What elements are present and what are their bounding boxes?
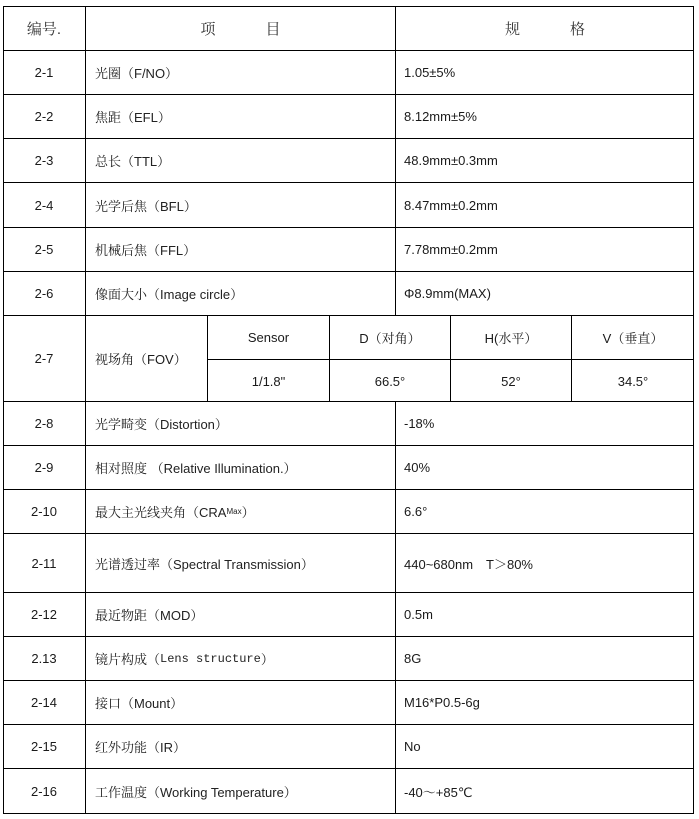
fov-value-horizontal: 52° (451, 359, 572, 402)
table-row (3, 227, 694, 271)
row-no: 2-6 (3, 272, 86, 315)
row-no: 2-7 (3, 316, 86, 401)
row-spec: 440~680nm T＞80% (404, 556, 533, 572)
fov-header-horizontal: H(水平） (451, 316, 572, 359)
row-no: 2-12 (3, 593, 86, 636)
row-item: 光圈（F/NO） (86, 51, 396, 94)
row-item: 最近物距（MOD） (86, 593, 396, 636)
table-row (3, 680, 694, 724)
row-spec: 8.47mm±0.2mm (404, 197, 498, 213)
row-spec: 6.6° (404, 504, 428, 519)
row-item: 工作温度（Working Temperature） (86, 769, 396, 814)
row-no: 2-5 (3, 228, 86, 271)
row-item: 最大主光线夹角（CRA Max ） (86, 490, 396, 533)
fov-value-sensor: 1/1.8" (208, 359, 330, 402)
row-spec: -18% (404, 416, 435, 431)
row-no: 2-3 (3, 139, 86, 182)
row-spec: 48.9mm±0.3mm (404, 153, 498, 168)
table-row (3, 401, 694, 445)
table-row-fov (3, 315, 694, 401)
row-spec: M16*P0.5-6g (404, 695, 480, 710)
fov-subtable (208, 316, 694, 401)
row-item: 像面大小（Image circle） (86, 272, 396, 315)
row-item: 镜片构成（ Lens structure ） (86, 637, 396, 680)
row-no: 2-11 (3, 534, 86, 592)
row-item: 红外功能（IR） (86, 725, 396, 768)
row-spec: 8.12mm±5% (404, 109, 477, 124)
table-row (3, 533, 694, 592)
fov-header-diagonal: D（对角） (330, 316, 451, 359)
row-no: 2-9 (3, 446, 86, 489)
table-row (3, 445, 694, 489)
table-row (3, 636, 694, 680)
row-spec: Φ8.9mm(MAX) (404, 286, 491, 301)
row-no: 2-15 (3, 725, 86, 768)
row-item: 机械后焦（FFL） (86, 228, 396, 271)
row-spec: -40～+85℃ (404, 785, 473, 800)
table-row (3, 724, 694, 768)
row-item: 光谱透过率（Spectral Transmission） (86, 534, 396, 592)
table-row (3, 768, 694, 814)
row-item: 光学后焦（BFL） (86, 183, 396, 227)
table-row (3, 271, 694, 315)
row-spec: 7.78mm±0.2mm (404, 242, 498, 257)
table-row (3, 94, 694, 138)
table-row (3, 138, 694, 182)
row-no: 2.13 (3, 637, 86, 680)
table-row (3, 50, 694, 94)
fov-header-vertical: V（垂直） (602, 331, 664, 346)
row-item: 光学畸变（Distortion） (86, 402, 396, 445)
row-no: 2-16 (3, 769, 86, 814)
row-item: 视场角（FOV） (86, 316, 208, 401)
row-spec: 1.05±5% (404, 65, 456, 80)
row-item: 相对照度 （Relative Illumination.） (86, 446, 396, 489)
fov-value-vertical: 34.5° (572, 359, 694, 402)
row-item: 焦距（EFL） (86, 95, 396, 138)
row-spec: 8G (404, 651, 422, 666)
row-no: 2-14 (3, 681, 86, 724)
header-item: 项 目 (86, 6, 396, 50)
fov-value-diagonal: 66.5° (330, 359, 451, 402)
row-spec: No (404, 739, 421, 754)
row-item: 总长（TTL） (86, 139, 396, 182)
row-no: 2-2 (3, 95, 86, 138)
row-spec: 40% (404, 460, 431, 475)
row-no: 2-1 (3, 51, 86, 94)
header-spec: 规 格 (504, 20, 586, 38)
row-no: 2-10 (3, 490, 86, 533)
table-row (3, 182, 694, 227)
fov-header-sensor: Sensor (208, 316, 330, 359)
header-no: 编号. (3, 6, 86, 50)
row-no: 2-4 (3, 183, 86, 227)
row-no: 2-8 (3, 402, 86, 445)
row-item: 接口（Mount） (86, 681, 396, 724)
table-row (3, 489, 694, 533)
row-spec: 0.5m (404, 607, 433, 622)
table-row (3, 592, 694, 636)
table-header (3, 6, 694, 50)
